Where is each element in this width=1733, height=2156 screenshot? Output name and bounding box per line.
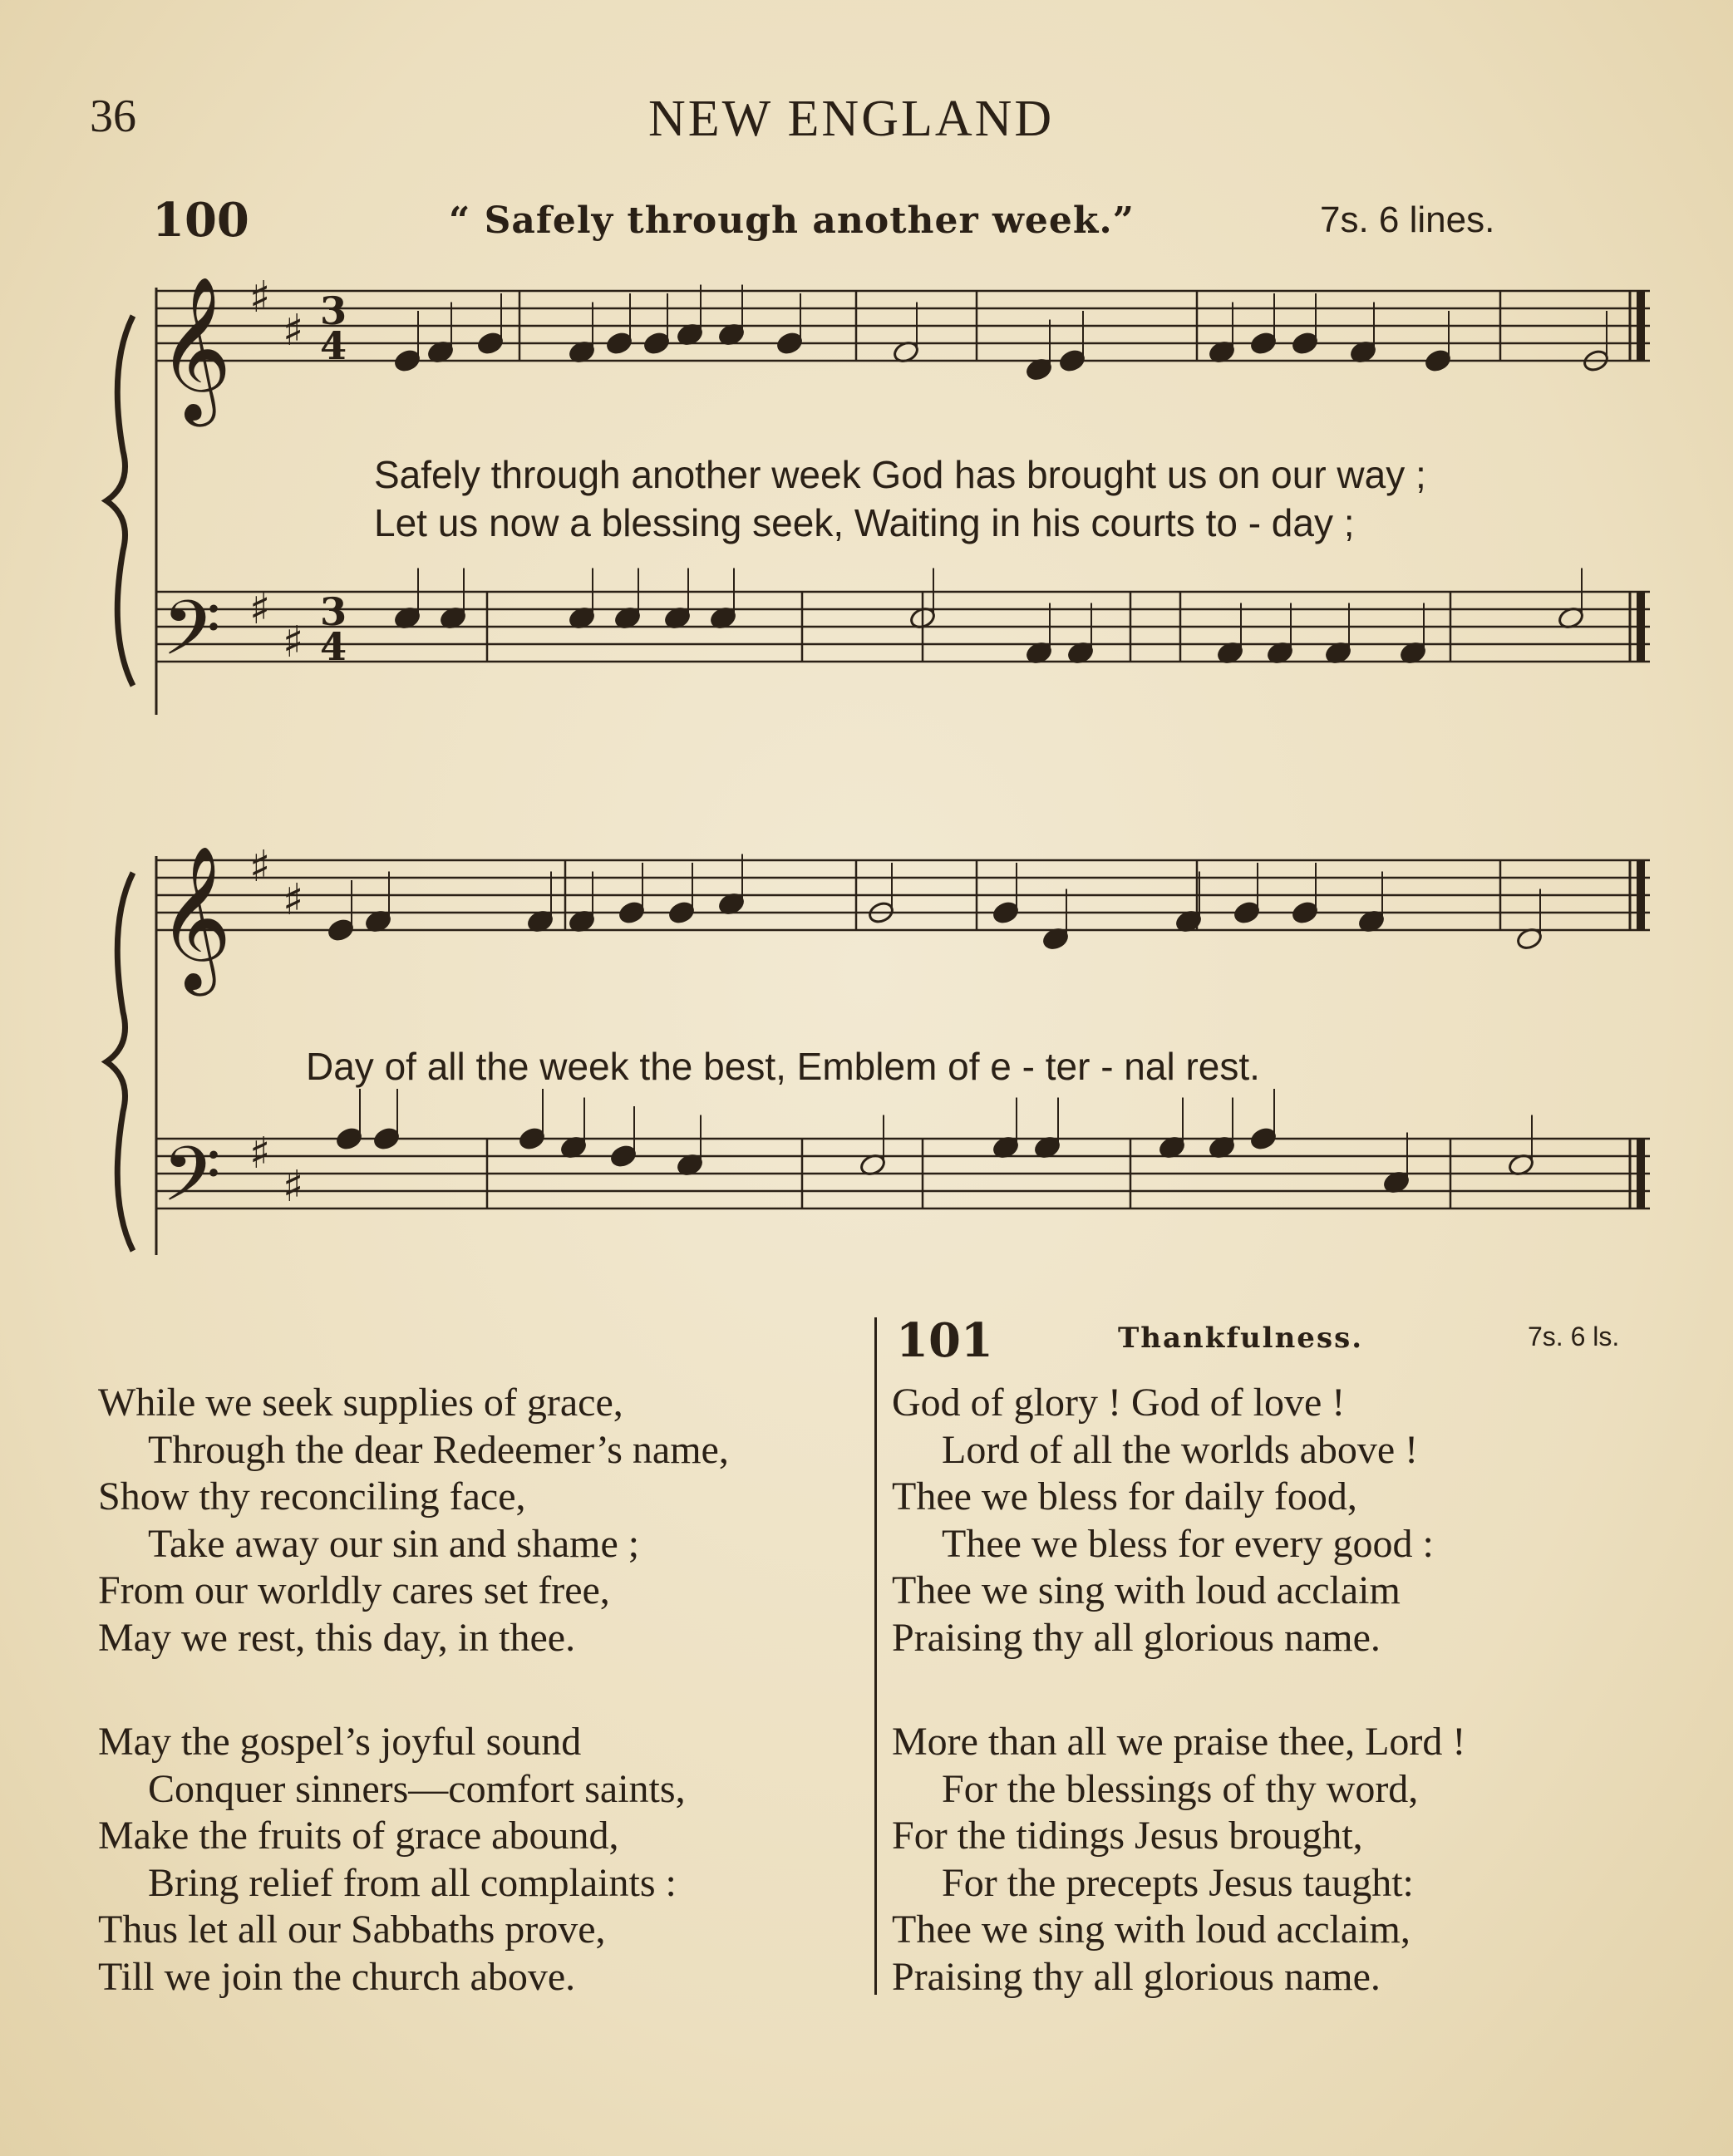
note bbox=[1058, 348, 1086, 373]
note bbox=[642, 331, 671, 356]
key-sharp: ♯ bbox=[283, 618, 304, 667]
treble-clef: 𝄞 bbox=[158, 276, 232, 421]
lyric-line-3: Day of all the week the best, Emblem of e - ter - nal rest. bbox=[306, 1045, 1260, 1088]
verse-line: Praising thy all glorious name. bbox=[892, 1615, 1381, 1660]
note bbox=[1249, 331, 1278, 356]
note bbox=[518, 1126, 546, 1151]
note bbox=[327, 918, 355, 943]
page-number: 36 bbox=[90, 91, 136, 142]
final-barline-thick bbox=[1637, 860, 1645, 930]
time-signature-bottom: 4 bbox=[320, 323, 347, 368]
note bbox=[618, 900, 646, 925]
hymn-title: Thankfulness. bbox=[1118, 1322, 1364, 1355]
note bbox=[992, 900, 1020, 925]
verse-line: Thus let all our Sabbaths prove, bbox=[98, 1907, 606, 1952]
hymn-meter: 7s. 6 lines. bbox=[1320, 199, 1495, 240]
key-sharp: ♯ bbox=[283, 875, 304, 925]
note bbox=[1424, 348, 1452, 373]
verse-line: Take away our sin and shame ; bbox=[148, 1521, 640, 1566]
treble-clef: 𝄞 bbox=[158, 845, 232, 990]
lyric-line-2: Let us now a blessing seek, Waiting in his courts to - day ; bbox=[374, 501, 1355, 544]
bass-clef: 𝄢 bbox=[162, 1130, 221, 1237]
running-title: NEW ENGLAND bbox=[648, 91, 1055, 147]
verse-line: From our worldly cares set free, bbox=[98, 1568, 610, 1612]
system-brace bbox=[106, 316, 133, 686]
hymn-101-verse-2 bbox=[892, 1719, 1465, 2001]
verse-line: While we seek supplies of grace, bbox=[98, 1381, 623, 1425]
note bbox=[605, 331, 633, 356]
verse-line: For the tidings Jesus brought, bbox=[892, 1814, 1363, 1858]
verse-line: God of glory ! God of love ! bbox=[892, 1381, 1346, 1425]
note bbox=[775, 331, 804, 356]
final-barline-thick bbox=[1637, 592, 1645, 662]
note bbox=[393, 348, 421, 373]
hymn-100-verse-3 bbox=[98, 1719, 686, 2001]
note bbox=[1291, 900, 1319, 925]
note bbox=[372, 1126, 401, 1151]
hymn-101-verse-1 bbox=[892, 1380, 1434, 1661]
verse-line: For the precepts Jesus taught: bbox=[942, 1860, 1414, 1905]
note bbox=[609, 1144, 638, 1169]
verse-line: Lord of all the worlds above ! bbox=[942, 1427, 1419, 1472]
verse-line: Conquer sinners—comfort saints, bbox=[148, 1766, 686, 1811]
key-sharp: ♯ bbox=[283, 306, 304, 356]
note bbox=[667, 900, 696, 925]
hymn-100-verse-2 bbox=[98, 1380, 729, 1661]
verse-line: Thee we bless for every good : bbox=[942, 1521, 1434, 1566]
system-brace bbox=[106, 873, 133, 1251]
key-sharp: ♯ bbox=[249, 842, 271, 892]
verse-line: For the blessings of thy word, bbox=[942, 1766, 1419, 1811]
key-sharp: ♯ bbox=[283, 1162, 304, 1212]
verse-line: Show thy reconciling face, bbox=[98, 1474, 526, 1519]
hymn-title: “ Safely through another week.” bbox=[449, 199, 1135, 242]
verse-line: Till we join the church above. bbox=[98, 1954, 576, 1999]
note bbox=[1249, 1126, 1278, 1151]
key-sharp: ♯ bbox=[249, 273, 271, 322]
final-barline-thick bbox=[1637, 1139, 1645, 1208]
time-signature-top: 3 bbox=[320, 589, 347, 634]
time-signature-bottom: 4 bbox=[320, 624, 347, 669]
note bbox=[1291, 331, 1319, 356]
verse-line: May we rest, this day, in thee. bbox=[98, 1615, 576, 1660]
note bbox=[335, 1126, 363, 1151]
key-sharp: ♯ bbox=[249, 584, 271, 634]
time-signature-top: 3 bbox=[320, 288, 347, 333]
key-sharp: ♯ bbox=[249, 1129, 271, 1179]
verse-line: More than all we praise thee, Lord ! bbox=[892, 1720, 1466, 1764]
note bbox=[476, 331, 505, 356]
verse-line: Through the dear Redeemer’s name, bbox=[148, 1427, 729, 1472]
verse-line: Thee we bless for daily food, bbox=[892, 1474, 1357, 1519]
column-divider bbox=[874, 1317, 877, 1995]
verse-line: Make the fruits of grace abound, bbox=[98, 1814, 619, 1858]
verse-line: Thee we sing with loud acclaim bbox=[892, 1568, 1401, 1612]
hymn-number: 101 bbox=[896, 1313, 993, 1368]
bass-clef: 𝄢 bbox=[162, 584, 221, 691]
note bbox=[1233, 900, 1261, 925]
final-barline-thick bbox=[1637, 291, 1645, 361]
hymn-number: 100 bbox=[152, 193, 249, 248]
hymn-meter: 7s. 6 ls. bbox=[1528, 1322, 1620, 1351]
lyric-line-1: Safely through another week God has brought us on our way ; bbox=[374, 453, 1426, 496]
verse-line: Bring relief from all complaints : bbox=[148, 1860, 677, 1905]
verse-line: Thee we sing with loud acclaim, bbox=[892, 1907, 1411, 1952]
verse-line: Praising thy all glorious name. bbox=[892, 1954, 1381, 1999]
verse-line: May the gospel’s joyful sound bbox=[98, 1720, 582, 1764]
